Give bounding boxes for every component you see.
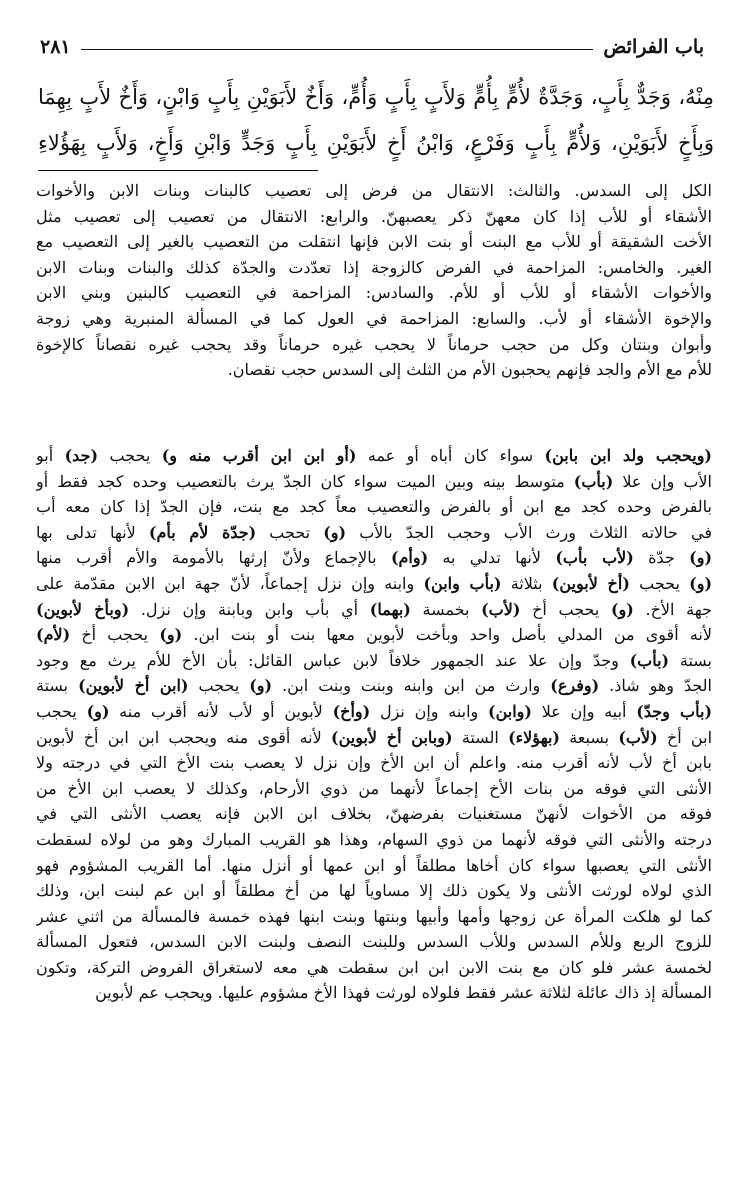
- matn-quote: (وبابن أخ لأبوين): [331, 727, 453, 747]
- matn-quote: (ابن أخ لأبوين): [78, 676, 189, 696]
- matn-quote: (بهؤلاء): [508, 727, 560, 747]
- chapter-title: باب الفرائض: [603, 36, 704, 58]
- footnote-line: والإخوة الأشقاء أو لأب. والسابع: المزاحمة في العول كما في المسألة المنبرية وهي زوجة: [36, 308, 712, 328]
- matn-line: وَبِأَخٍ لأَبَوَيْنِ، وَلأُمٍّ بِأَبٍ وَفَرْعٍ، وَابْنُ أَخٍ لأَبَوَيْنِ بِأَبٍ وَجَدٍّ وَابْنِ وَأَخٍ، وَلأَبٍ بِهَؤُلاءِ: [38, 131, 714, 155]
- commentary-line: للزوج الربع وللأم السدس وللأب السدس وللبنت النصف ولبنت الابن السدس، فتعول المسألة: [36, 932, 712, 952]
- footnote-line: وأبوان وبنتان وكل من حجب حرماناً لا يحجب غيره حرماناً وقد يحجب غيره نقصاناً كالإخوة: [36, 334, 712, 354]
- commentary-line: كما لو هلكت المرأة عن زوجها وأمها وأبيها وبنتها وبنت ابنها فهذه خمسة فالمسألة من اثني عشر: [36, 906, 712, 926]
- footnote-line: للأم مع الأم والجد فإنهم يحجبون الأم من الثلث إلى السدس حجب نقصان.: [227, 360, 712, 380]
- matn-line: مِنْهُ، وَجَدٌّ بِأَبٍ، وَجَدَّةٌ لأُمٍّ بِأُمٍّ وَلأَبٍ بِأَبٍ وَأُمٍّ، وَأَخٌ لأَبَوَيْنِ بِأَبٍ وَابْنٍ، وَأَخٌ لأَبٍ بِهِمَا: [38, 85, 714, 109]
- commentary-line: في حالاته الثلاث ورث الأب وحجب الجدّ بالأب (و) تحجب (جدّة لأم بأم) لأنها تدلى بها: [36, 522, 712, 542]
- commentary-line: المسألة إذ ذاك عائلة لثلاثة عشر فقط فلولاه لورثت فهذا الأخ مشؤوم عليها. ويحجب عم لأبوين: [95, 983, 712, 1003]
- commentary-line: الأنثى التي فوقه من بنات الأخ إجماعاً لأنهما من ذوي الأرحام، وكذلك لا يعصب ابن الأخ من: [36, 778, 712, 798]
- matn-quote: (وابن): [488, 701, 532, 721]
- page-number: ٢٨١: [40, 36, 71, 58]
- footnote-line: الأخت الشقيقة أو للأب مع البنت أو بنت الابن فإنها انتقلت من التعصيب بالغير إلى التعصيب مع: [36, 232, 712, 252]
- commentary-line: بستة (بأب) وجدّ وإن علا عند الجمهور خلافاً لابن عباس القائل: بأن الأخ للأم يرث مع وجود: [36, 650, 712, 670]
- matn-quote: (و): [689, 573, 712, 593]
- commentary-line: الأب وإن علا (بأب) متوسط بينه وبين الميت سواء كان الجدّ يرث بالتعصيب وحده كجد فقط أو: [36, 471, 712, 491]
- matn-quote: (بهما): [369, 599, 411, 619]
- footnote-block: [36, 178, 712, 383]
- commentary-line: (ويحجب ولد ابن بابن) سواء كان أباه أو عمه (أو ابن ابن أقرب منه و) يحجب (جد) أبو: [36, 446, 712, 465]
- commentary-line: درجته والأنثى التي فوقه لأنهما من ذوي السهام، وهذا هو القريب المبارك وهو من لولاه لسقطت: [36, 829, 712, 849]
- header-rule: [81, 49, 594, 50]
- footnote-line: الأشقاء أو للأب إذا كان معهنّ ذكر يعصبهنّ. والرابع: الانتقال من تعصيب إلى تعصيب مثل: [36, 206, 712, 226]
- matn-quote: (بأب وابن): [423, 573, 502, 593]
- matn-quote: (أخ لأبوين): [551, 573, 630, 593]
- footnote-divider: [38, 170, 318, 171]
- matn-quote: (جدّة لأم بأم): [148, 522, 257, 542]
- page-header: [40, 30, 704, 58]
- commentary-line: بالفرض وحده كجد مع ابن أو بالفرض والتعصيب معاً كجد مع بنت، فإن الجدّ إذا كان معه أب: [36, 497, 712, 517]
- matn-quote: (و): [610, 599, 634, 619]
- commentary-line: لخمسة عشر فلو كان مع بنت الابن ابن ابن سقطت هي معه لاستغراق الفروض التركة، وتكون: [36, 957, 712, 977]
- matn-quote: (لأب): [618, 727, 658, 747]
- commentary-line: الأنثى التي يعصبها سواء كان أخاها مطلقاً أو ابن عمها أو أنزل منها. أما القريب المشؤوم فهو: [36, 855, 712, 875]
- commentary-line: بابن أخ لأب لأنه أقرب منه. واعلم أن ابن الأخ وإن نزل لا يعصب بنت الأخ التي في درجته ولا: [36, 753, 712, 773]
- commentary-block: [36, 443, 712, 1006]
- footnote-line: الكل إلى السدس. والثالث: الانتقال من فرض إلى تعصيب كالبنات وبنات الابن والأخوات: [36, 181, 712, 200]
- matn-quote: (و): [86, 701, 110, 721]
- matn-quote: (و): [159, 625, 183, 645]
- matn-quote: (و): [323, 522, 347, 542]
- commentary-line: الجدّ وهو شاذ. (وفرع) وارث من ابن وابنه وبنت وبنت ابن. (و) يحجب (ابن أخ لأبوين) بستة: [36, 676, 712, 696]
- matn-quote: (و): [249, 676, 273, 696]
- matn-quote: (وبأخ لأبوين): [36, 599, 130, 619]
- matn-quote: (وفرع): [550, 676, 600, 696]
- commentary-line: (بأب وجدّ) أبيه وإن علا (وابن) وابنه وإن نزل (وأخ) لأبوين أو لأب لأنه أقرب منه (و) يحجب: [36, 701, 712, 721]
- matn-quote: (وأم): [390, 548, 429, 568]
- commentary-line: ابن أخ (لأب) بسبعة (بهؤلاء) الستة (وبابن أخ لأبوين) لأنه أقوى منه ويحجب ابن ابن أخ لأبوين: [36, 727, 712, 747]
- commentary-line: (و) جدّة (لأب بأب) لأنها تدلي به (وأم) بالإجماع ولأنّ إرثها بالأمومة والأم أقرب منها: [36, 548, 712, 568]
- commentary-line: الذي لولاه لورثت الأنثى ولا يكون ذلك إلا مساوياً لها من أخ مطلقاً أو ابن عم لبنت ابن، وذلك: [36, 881, 712, 901]
- matn-quote: (وأخ): [332, 701, 371, 721]
- commentary-line: (و) يحجب (أخ لأبوين) بثلاثة (بأب وابن) وابنه وإن نزل إجماعاً، لأنّ جهة ابن الابن مقدّمة على: [36, 573, 712, 593]
- commentary-line: فوقه من الأخوات لأنهنّ مستغنيات بفرضهنّ، بخلاف ابن الابن فإنه يعصب الأنثى التي في: [36, 804, 712, 824]
- matn-quote: (بأب وجدّ): [636, 701, 712, 721]
- matn-quote: (أو ابن ابن أقرب منه و): [161, 446, 357, 465]
- matn-text: [38, 74, 714, 166]
- matn-quote: (و): [689, 548, 712, 568]
- commentary-line: لأنه أقوى من المدلي بأصل واحد وبأخت لأبوين معها بنت أو بنت ابن. (و) يحجب أخ (لأم): [36, 625, 712, 645]
- matn-quote: (جد): [64, 446, 99, 465]
- matn-quote: (لأب): [481, 599, 521, 619]
- matn-quote: (بأب): [573, 471, 614, 491]
- footnote-line: والأخوات الأشقاء أو للأب أو للأم. والسادس: المزاحمة في التعصيب كالبنين وبني الابن: [36, 283, 712, 303]
- matn-quote: (لأم): [36, 625, 71, 645]
- matn-quote: (بأب): [629, 650, 670, 670]
- matn-quote: (لأب بأب): [555, 548, 634, 568]
- footnote-line: الغير. والخامس: المزاحمة في الفرض كالزوجة إذا تعدّدت والجدّة كذلك والبنات وبنات الابن: [36, 257, 712, 277]
- matn-quote: (ويحجب ولد ابن بابن): [544, 446, 712, 465]
- commentary-line: جهة الأخ. (و) يحجب أخ (لأب) بخمسة (بهما) أي بأب وابن وبابنة وإن نزل. (وبأخ لأبوين): [36, 599, 712, 619]
